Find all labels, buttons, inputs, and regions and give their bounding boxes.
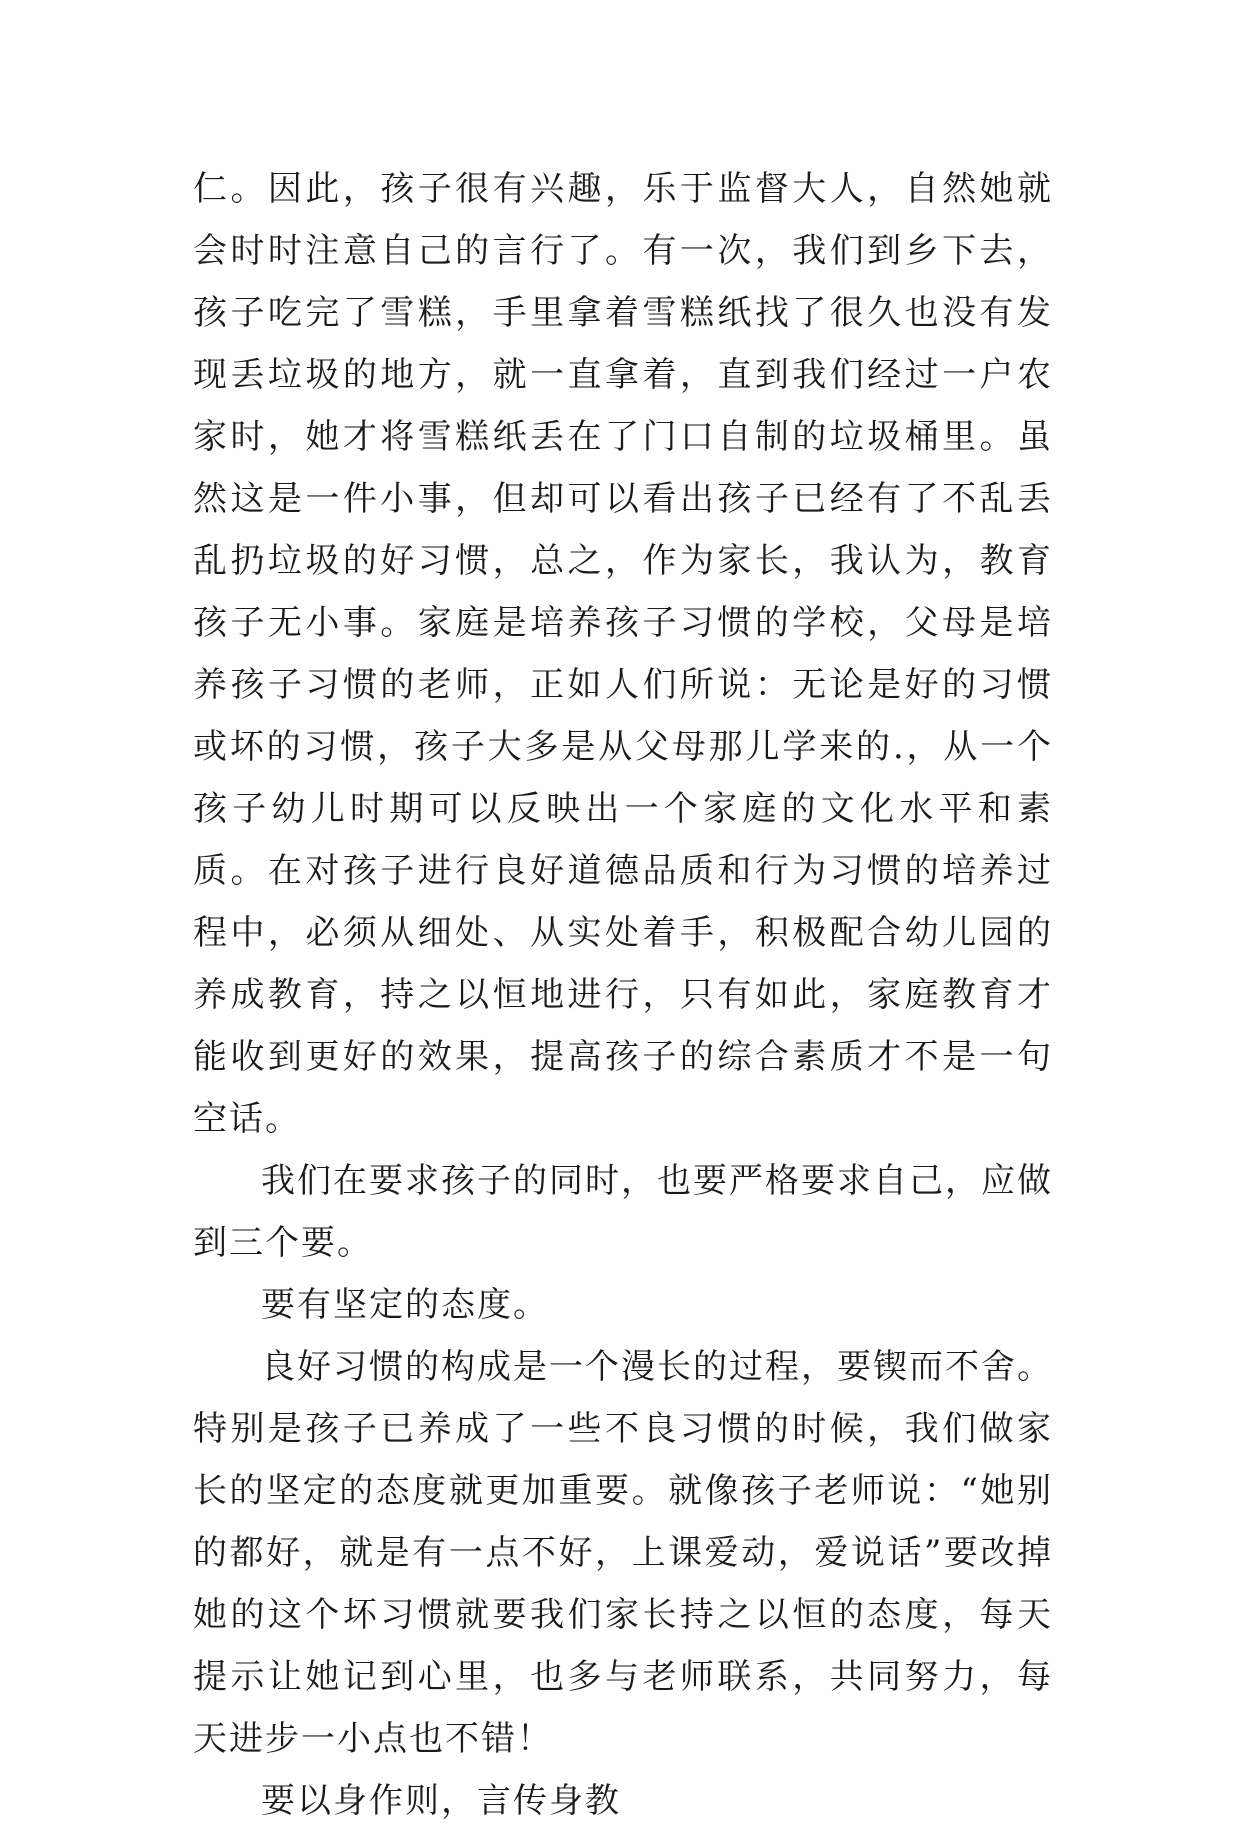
- paragraph-three-requirements: 我们在要求孩子的同时，也要严格要求自己，应做到三个要。: [193, 1161, 1053, 1263]
- paragraph-firm-attitude-body: 良好习惯的构成是一个漫长的过程，要锲而不舍。特别是孩子已养成了一些不良习惯的时候，我们做家长的坚定的态度就更加重要。就像孩子老师说：“她别的都好，就是有一点不好，上课爱动，爱说话”要改掉她的这个坏习惯就要我们家长持之以恒的态度，每天提示让她记到心里，也多与老师联系，共同努力，每天进步一小点也不错！: [193, 1347, 1053, 1759]
- paragraph-continued: 仁。因此，孩子很有兴趣，乐于监督大人，自然她就会时时注意自己的言行了。有一次，我们到乡下去，孩子吃完了雪糕，手里拿着雪糕纸找了很久也没有发现丢垃圾的地方，就一直拿着，直到我们经过一户农家时，她才将雪糕纸丢在了门口自制的垃圾桶里。虽然这是一件小事，但却可以看出孩子已经有了不乱丢乱扔垃圾的好习惯，总之，作为家长，我认为，教育孩子无小事。家庭是培养孩子习惯的学校，父母是培养孩子习惯的老师，正如人们所说：无论是好的习惯或坏的习惯，孩子大多是从父母那儿学来的.，从一个孩子幼儿时期可以反映出一个家庭的文化水平和素质。在对孩子进行良好道德品质和行为习惯的培养过程中，必须从细处、从实处着手，积极配合幼儿园的养成教育，持之以恒地进行，只有如此，家庭教育才能收到更好的效果，提高孩子的综合素质才不是一句空话。: [193, 169, 1053, 1139]
- paragraph-heading-lead-by-example: 要以身作则，言传身教: [261, 1781, 621, 1821]
- paragraph-heading-firm-attitude: 要有坚定的态度。: [261, 1285, 549, 1325]
- document-body: [193, 158, 1053, 1832]
